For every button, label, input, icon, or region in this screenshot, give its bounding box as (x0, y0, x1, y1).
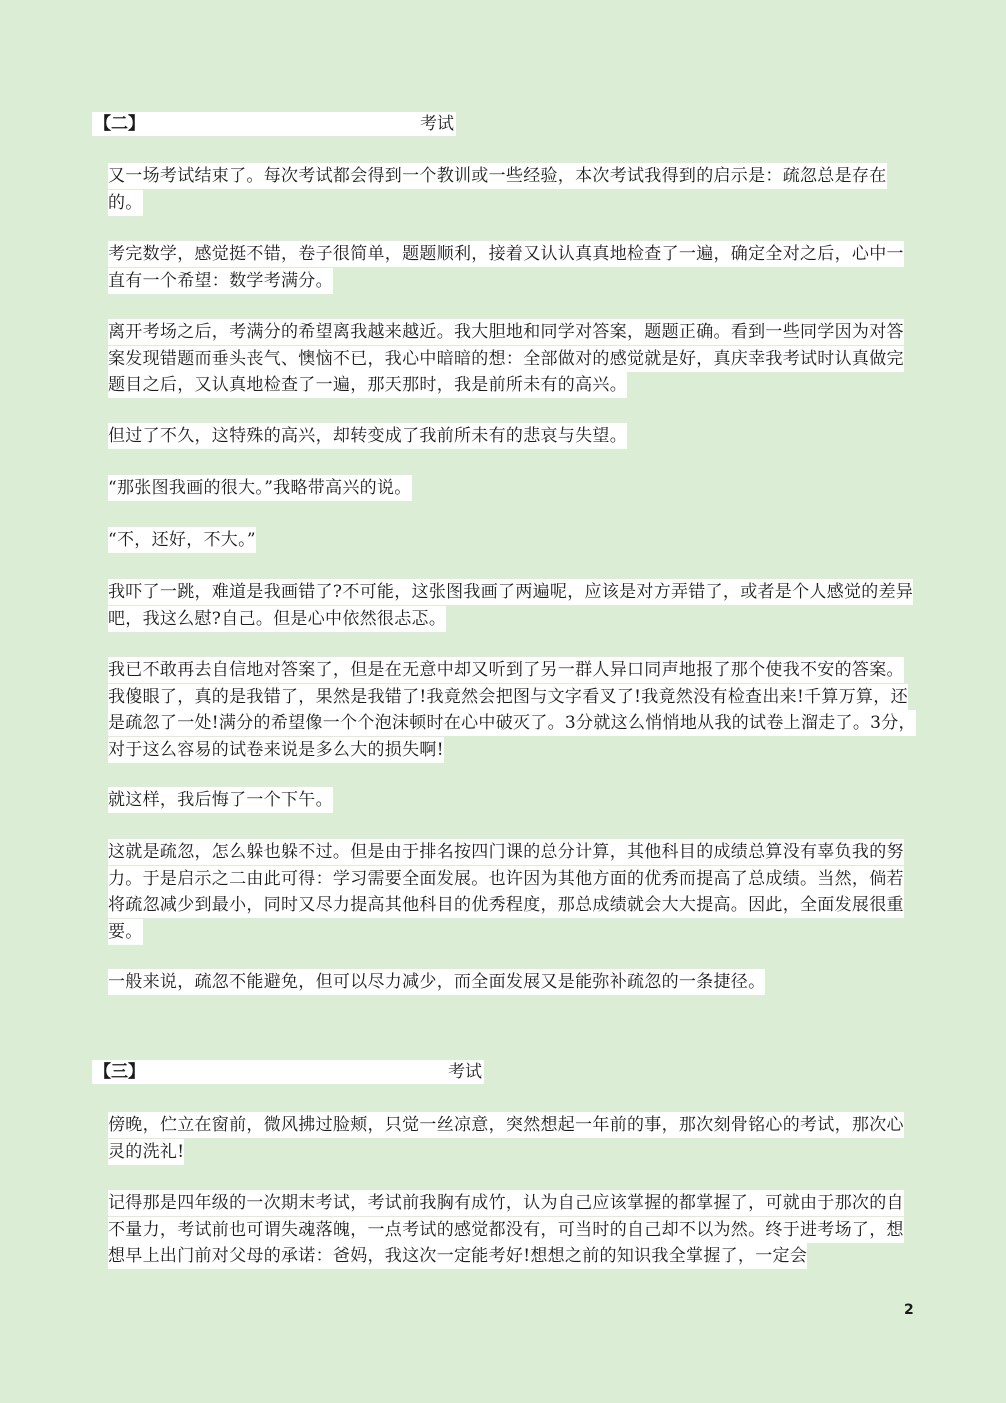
section-heading-2 (92, 112, 456, 136)
section-title: 考试 (420, 114, 454, 134)
paragraph-text: 我已不敢再去自信地对答案了，但是在无意中却又听到了另一群人异口同声地报了那个使我不安的答案。我傻眼了，真的是我错了，果然是我错了!我竟然会把图与文字看叉了!我竟然没有检查出来!千算万算，还是疏忽了一处!满分的希望像一个个泡沫顿时在心中破灭了。3分就这么悄悄地从我的试卷上溜走了。3分，对于这么容易的试卷来说是多么大的损失啊! (108, 657, 916, 763)
section-number: 【二】 (94, 114, 145, 134)
paragraph-text: 一般来说，疏忽不能避免，但可以尽力减少，而全面发展又是能弥补疏忽的一条捷径。 (108, 969, 765, 995)
paragraph-text: 离开考场之后，考满分的希望离我越来越近。我大胆地和同学对答案，题题正确。看到一些同学因为对答案发现错题而垂头丧气、懊恼不已，我心中暗暗的想：全部做对的感觉就是好，真庆幸我考试时认真做完题目之后，又认真地检查了一遍，那天那时，我是前所未有的高兴。 (108, 319, 904, 398)
paragraph (108, 579, 918, 632)
paragraph-text: 考完数学，感觉挺不错，卷子很简单，题题顺利，接着又认认真真地检查了一遍，确定全对之后，心中一直有一个希望：数学考满分。 (108, 241, 904, 294)
paragraph-text: 傍晚，伫立在窗前，微风拂过脸颊，只觉一丝凉意，突然想起一年前的事，那次刻骨铭心的考试，那次心灵的洗礼! (108, 1112, 904, 1165)
paragraph-text: 就这样，我后悔了一个下午。 (108, 787, 333, 813)
section-number: 【三】 (94, 1062, 145, 1082)
paragraph (108, 1112, 918, 1165)
paragraph (108, 969, 918, 996)
paragraph (108, 241, 918, 294)
paragraph (108, 1190, 918, 1270)
paragraph-text: 记得那是四年级的一次期末考试，考试前我胸有成竹，认为自己应该掌握的都掌握了，可就由于那次的自不量力，考试前也可谓失魂落魄，一点考试的感觉都没有，可当时的自己却不以为然。终于进考场了，想想早上出门前对父母的承诺：爸妈，我这次一定能考好!想想之前的知识我全掌握了，一定会 (108, 1190, 904, 1269)
paragraph (108, 423, 918, 450)
paragraph (108, 787, 918, 814)
paragraph (108, 839, 918, 945)
paragraph (108, 475, 918, 502)
paragraph-text: 我吓了一跳，难道是我画错了?不可能，这张图我画了两遍呢，应该是对方弄错了，或者是个人感觉的差异吧，我这么慰?自己。但是心中依然很忐忑。 (108, 579, 913, 632)
paragraph-text: 又一场考试结束了。每次考试都会得到一个教训或一些经验，本次考试我得到的启示是：疏忽总是存在的。 (108, 163, 887, 216)
page-number: 2 (904, 1302, 914, 1318)
paragraph (108, 319, 918, 399)
paragraph-text: 但过了不久，这特殊的高兴，却转变成了我前所未有的悲哀与失望。 (108, 423, 627, 449)
paragraph (108, 163, 918, 216)
section-heading-3 (92, 1060, 484, 1084)
paragraph (108, 657, 918, 763)
paragraph-text: 这就是疏忽，怎么躲也躲不过。但是由于排名按四门课的总分计算，其他科目的成绩总算没有辜负我的努力。于是启示之二由此可得：学习需要全面发展。也许因为其他方面的优秀而提高了总成绩。当然，倘若将疏忽减少到最小，同时又尽力提高其他科目的优秀程度，那总成绩就会大大提高。因此，全面发展很重要。 (108, 839, 904, 945)
paragraph-text: “不，还好，不大。” (108, 527, 256, 553)
section-title: 考试 (448, 1062, 482, 1082)
paragraph-text: “那张图我画的很大。”我略带高兴的说。 (108, 475, 412, 501)
paragraph (108, 527, 918, 554)
